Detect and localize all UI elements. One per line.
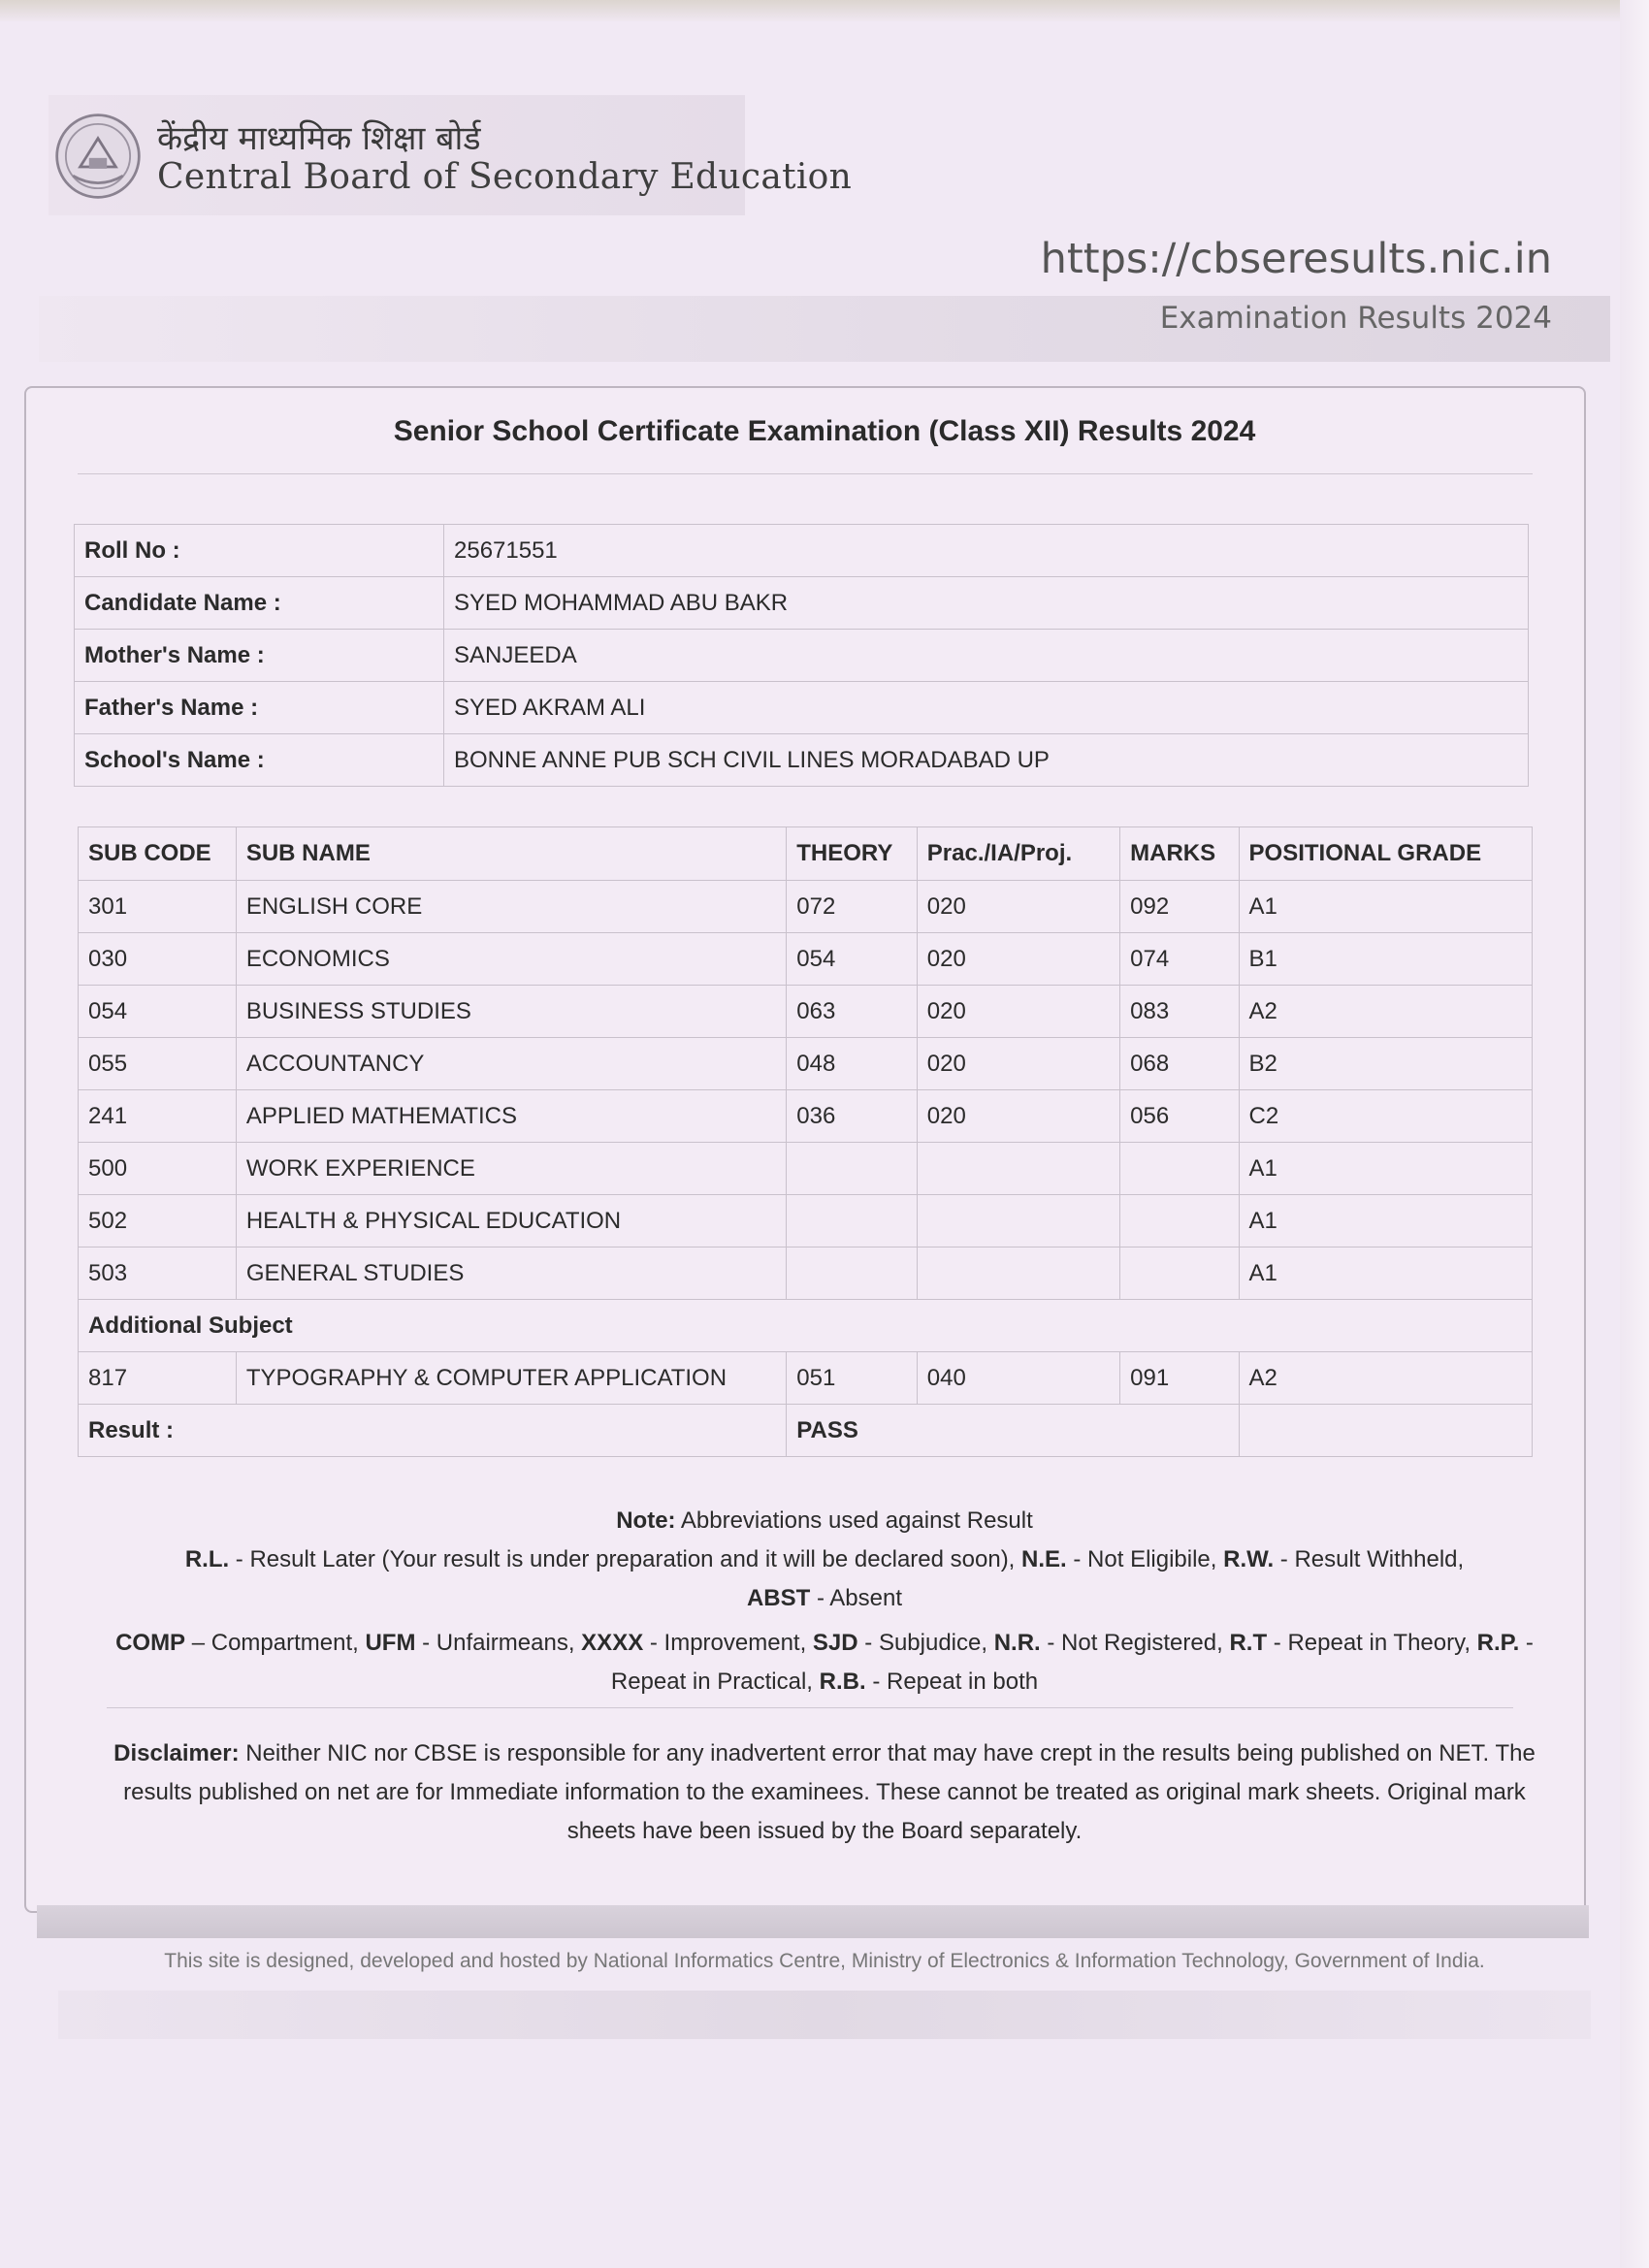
practical-marks: 020 (917, 986, 1119, 1038)
total-marks (1120, 1143, 1239, 1195)
scan-top-edge (0, 0, 1649, 21)
abbreviation-notes (107, 1502, 1542, 1701)
nr-code: N.R. (993, 1630, 1041, 1656)
sub-code: 054 (79, 986, 237, 1038)
mother-name-label: Mother's Name : (75, 630, 444, 682)
result-label: Result : (79, 1405, 787, 1457)
theory-marks: 036 (787, 1090, 918, 1143)
school-name-value: BONNE ANNE PUB SCH CIVIL LINES MORADABAD UP (444, 734, 1529, 787)
rt-text: - Repeat in Theory, (1267, 1630, 1477, 1656)
info-row-candidate (75, 577, 1529, 630)
candidate-info-table (74, 524, 1529, 787)
father-name-value: SYED AKRAM ALI (444, 682, 1529, 734)
sub-name: HEALTH & PHYSICAL EDUCATION (236, 1195, 786, 1247)
xxxx-text: - Improvement, (643, 1630, 813, 1656)
total-marks: 092 (1120, 881, 1239, 933)
result-value: PASS (787, 1405, 1239, 1457)
ne-text: - Not Eligibile, (1066, 1546, 1224, 1572)
disclaimer-divider (107, 1707, 1513, 1708)
rl-text: - Result Later (Your result is under preparation and it will be declared soon), (229, 1546, 1022, 1572)
sub-name: ECONOMICS (236, 933, 786, 986)
sub-name: ENGLISH CORE (236, 881, 786, 933)
rp-text: - Repeat in Practical, (610, 1630, 1534, 1695)
note-heading: Note: (616, 1507, 676, 1534)
practical-marks: 020 (917, 1090, 1119, 1143)
info-row-mother (75, 630, 1529, 682)
total-marks (1120, 1247, 1239, 1300)
grade: A1 (1239, 1195, 1532, 1247)
exam-results-label: Examination Results 2024 (1159, 301, 1552, 336)
subject-row (79, 986, 1533, 1038)
note-line-3 (107, 1579, 1542, 1618)
rl-code: R.L. (184, 1546, 230, 1572)
bottom-band (58, 1991, 1591, 2039)
practical-marks: 040 (917, 1352, 1119, 1405)
sub-code: 503 (79, 1247, 237, 1300)
ufm-code: UFM (365, 1630, 416, 1656)
roll-value: 25671551 (444, 525, 1529, 577)
grade: A1 (1239, 1247, 1532, 1300)
abst-text: - Absent (810, 1585, 903, 1611)
note-text: Abbreviations used against Result (675, 1507, 1033, 1534)
board-name-hindi: केंद्रीय माध्यमिक शिक्षा बोर्ड (157, 119, 481, 158)
total-marks: 056 (1120, 1090, 1239, 1143)
grade: A1 (1239, 1143, 1532, 1195)
sub-code: 055 (79, 1038, 237, 1090)
site-url: https://cbseresults.nic.in (1040, 235, 1552, 283)
subject-row (79, 1090, 1533, 1143)
total-marks: 068 (1120, 1038, 1239, 1090)
info-row-father (75, 682, 1529, 734)
rt-code: R.T (1229, 1630, 1268, 1656)
rw-code: R.W. (1223, 1546, 1275, 1572)
sub-code: 030 (79, 933, 237, 986)
rw-text: - Result Withheld, (1274, 1546, 1465, 1572)
col-sub-name: SUB NAME (236, 827, 786, 881)
marks-table (78, 826, 1533, 1457)
additional-subject-header-row (79, 1300, 1533, 1352)
sub-code: 301 (79, 881, 237, 933)
sub-name: ACCOUNTANCY (236, 1038, 786, 1090)
subject-row (79, 933, 1533, 986)
total-marks: 091 (1120, 1352, 1239, 1405)
abst-code: ABST (746, 1585, 811, 1611)
sub-name: TYPOGRAPHY & COMPUTER APPLICATION (236, 1352, 786, 1405)
theory-marks: 063 (787, 986, 918, 1038)
col-grade: POSITIONAL GRADE (1239, 827, 1532, 881)
title-divider (78, 473, 1533, 474)
theory-marks: 072 (787, 881, 918, 933)
theory-marks: 048 (787, 1038, 918, 1090)
marks-header-row (79, 827, 1533, 881)
grade: B1 (1239, 933, 1532, 986)
result-row (79, 1405, 1533, 1457)
practical-marks: 020 (917, 1038, 1119, 1090)
rp-code: R.P. (1476, 1630, 1520, 1656)
grade: A2 (1239, 986, 1532, 1038)
cbse-emblem-icon (53, 112, 143, 201)
col-marks: MARKS (1120, 827, 1239, 881)
grade: B2 (1239, 1038, 1532, 1090)
col-practical: Prac./IA/Proj. (917, 827, 1119, 881)
grade: A1 (1239, 881, 1532, 933)
total-marks (1120, 1195, 1239, 1247)
subject-row (79, 1038, 1533, 1090)
roll-label: Roll No : (75, 525, 444, 577)
sub-name: APPLIED MATHEMATICS (236, 1090, 786, 1143)
total-marks: 083 (1120, 986, 1239, 1038)
subject-row (79, 1143, 1533, 1195)
col-sub-code: SUB CODE (79, 827, 237, 881)
board-name-english: Central Board of Secondary Education (157, 157, 853, 197)
sub-code: 500 (79, 1143, 237, 1195)
theory-marks: 051 (787, 1352, 918, 1405)
sub-name: BUSINESS STUDIES (236, 986, 786, 1038)
additional-subject-label: Additional Subject (79, 1300, 1533, 1352)
sub-code: 817 (79, 1352, 237, 1405)
disclaimer-heading: Disclaimer: (113, 1740, 240, 1766)
practical-marks: 020 (917, 881, 1119, 933)
candidate-name-value: SYED MOHAMMAD ABU BAKR (444, 577, 1529, 630)
ufm-text: - Unfairmeans, (415, 1630, 582, 1656)
theory-marks (787, 1247, 918, 1300)
sub-code: 502 (79, 1195, 237, 1247)
result-empty-cell (1239, 1405, 1532, 1457)
comp-text: – Compartment, (185, 1630, 366, 1656)
subject-row (79, 1247, 1533, 1300)
candidate-name-label: Candidate Name : (75, 577, 444, 630)
mother-name-value: SANJEEDA (444, 630, 1529, 682)
sub-code: 241 (79, 1090, 237, 1143)
card-title: Senior School Certificate Examination (Class XII) Results 2024 (393, 415, 1256, 447)
footer-band (37, 1905, 1589, 1938)
rb-code: R.B. (819, 1669, 866, 1695)
rb-text: - Repeat in both (865, 1669, 1039, 1695)
sjd-code: SJD (812, 1630, 858, 1656)
info-row-school (75, 734, 1529, 787)
subject-row (79, 881, 1533, 933)
practical-marks: 020 (917, 933, 1119, 986)
sub-name: GENERAL STUDIES (236, 1247, 786, 1300)
note-line-4 (107, 1624, 1542, 1701)
sjd-text: - Subjudice, (857, 1630, 994, 1656)
xxxx-code: XXXX (581, 1630, 644, 1656)
practical-marks (917, 1247, 1119, 1300)
practical-marks (917, 1195, 1119, 1247)
comp-code: COMP (115, 1630, 186, 1656)
note-line-2 (107, 1540, 1542, 1579)
scan-right-edge (1620, 0, 1649, 2268)
subject-row (79, 1195, 1533, 1247)
info-row-roll (75, 525, 1529, 577)
practical-marks (917, 1143, 1119, 1195)
school-name-label: School's Name : (75, 734, 444, 787)
father-name-label: Father's Name : (75, 682, 444, 734)
disclaimer (102, 1734, 1547, 1851)
additional-subject-row (79, 1352, 1533, 1405)
theory-marks (787, 1143, 918, 1195)
footer-text: This site is designed, developed and hosted by National Informatics Centre, Ministry of Electronics & Information Technology, Government of India. (164, 1950, 1485, 1972)
theory-marks: 054 (787, 933, 918, 986)
col-theory: THEORY (787, 827, 918, 881)
disclaimer-text: Neither NIC nor CBSE is responsible for any inadvertent error that may have crept in the results being published on NET. The results published on net are for Immediate information to the examinees. These cannot be treated as original mark sheets. Original mark sheets have been issued by the Board separately. (123, 1740, 1536, 1844)
grade: C2 (1239, 1090, 1532, 1143)
ne-code: N.E. (1021, 1546, 1067, 1572)
total-marks: 074 (1120, 933, 1239, 986)
grade: A2 (1239, 1352, 1532, 1405)
theory-marks (787, 1195, 918, 1247)
nr-text: - Not Registered, (1040, 1630, 1230, 1656)
sub-name: WORK EXPERIENCE (236, 1143, 786, 1195)
note-line-1 (107, 1502, 1542, 1540)
